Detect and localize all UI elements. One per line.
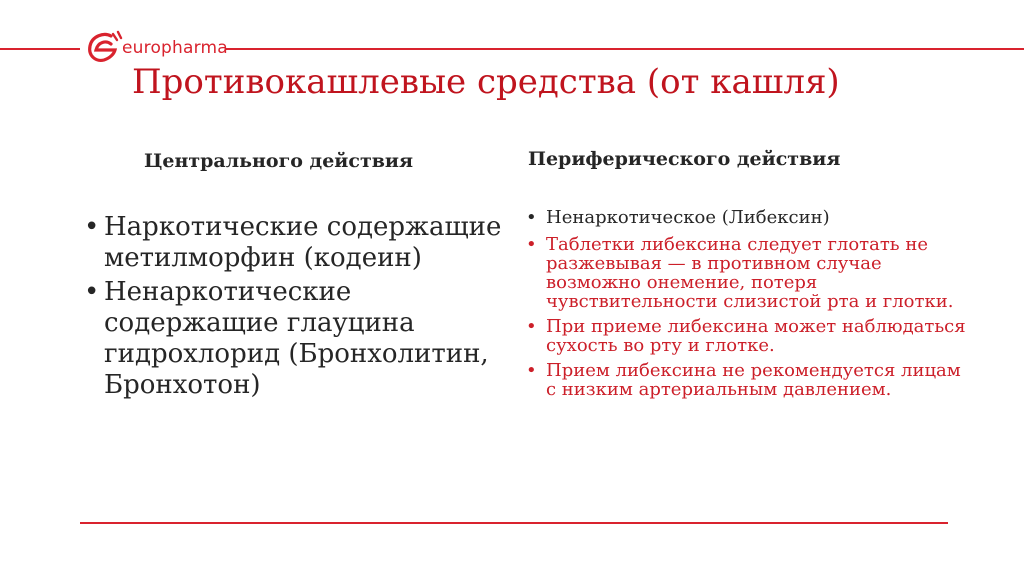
slide-title: Противокашлевые средства (от кашля) — [132, 62, 840, 102]
list-item: • Прием либексина не рекомендуется лицам с низким артериальным давлением. — [526, 361, 966, 399]
list-item: • При приеме либексина может наблюдаться сухость во рту и глотке. — [526, 317, 966, 355]
logo-text: europharma — [122, 38, 228, 58]
list-item: • Ненаркотическое (Либексин) — [526, 208, 966, 227]
europharma-logo-icon — [84, 30, 124, 66]
top-rule-left — [0, 48, 80, 50]
list-item: • Таблетки либексина следует глотать не разжевывая — в противном случае возможно онемение, потеря чувствительности слизистой рта и глотки. — [526, 235, 966, 311]
top-rule-right — [226, 48, 1024, 50]
peripheral-action-list — [526, 208, 966, 405]
peripheral-action-heading: Периферического действия — [528, 148, 841, 170]
bottom-rule — [80, 522, 948, 524]
central-action-list — [84, 212, 514, 404]
list-item: • Ненаркотические содержащие глауцина гидрохлорид (Бронхолитин, Бронхотон) — [84, 277, 514, 401]
list-item: • Наркотические содержащие метилморфин (кодеин) — [84, 212, 514, 274]
central-action-heading: Центрального действия — [144, 150, 414, 172]
